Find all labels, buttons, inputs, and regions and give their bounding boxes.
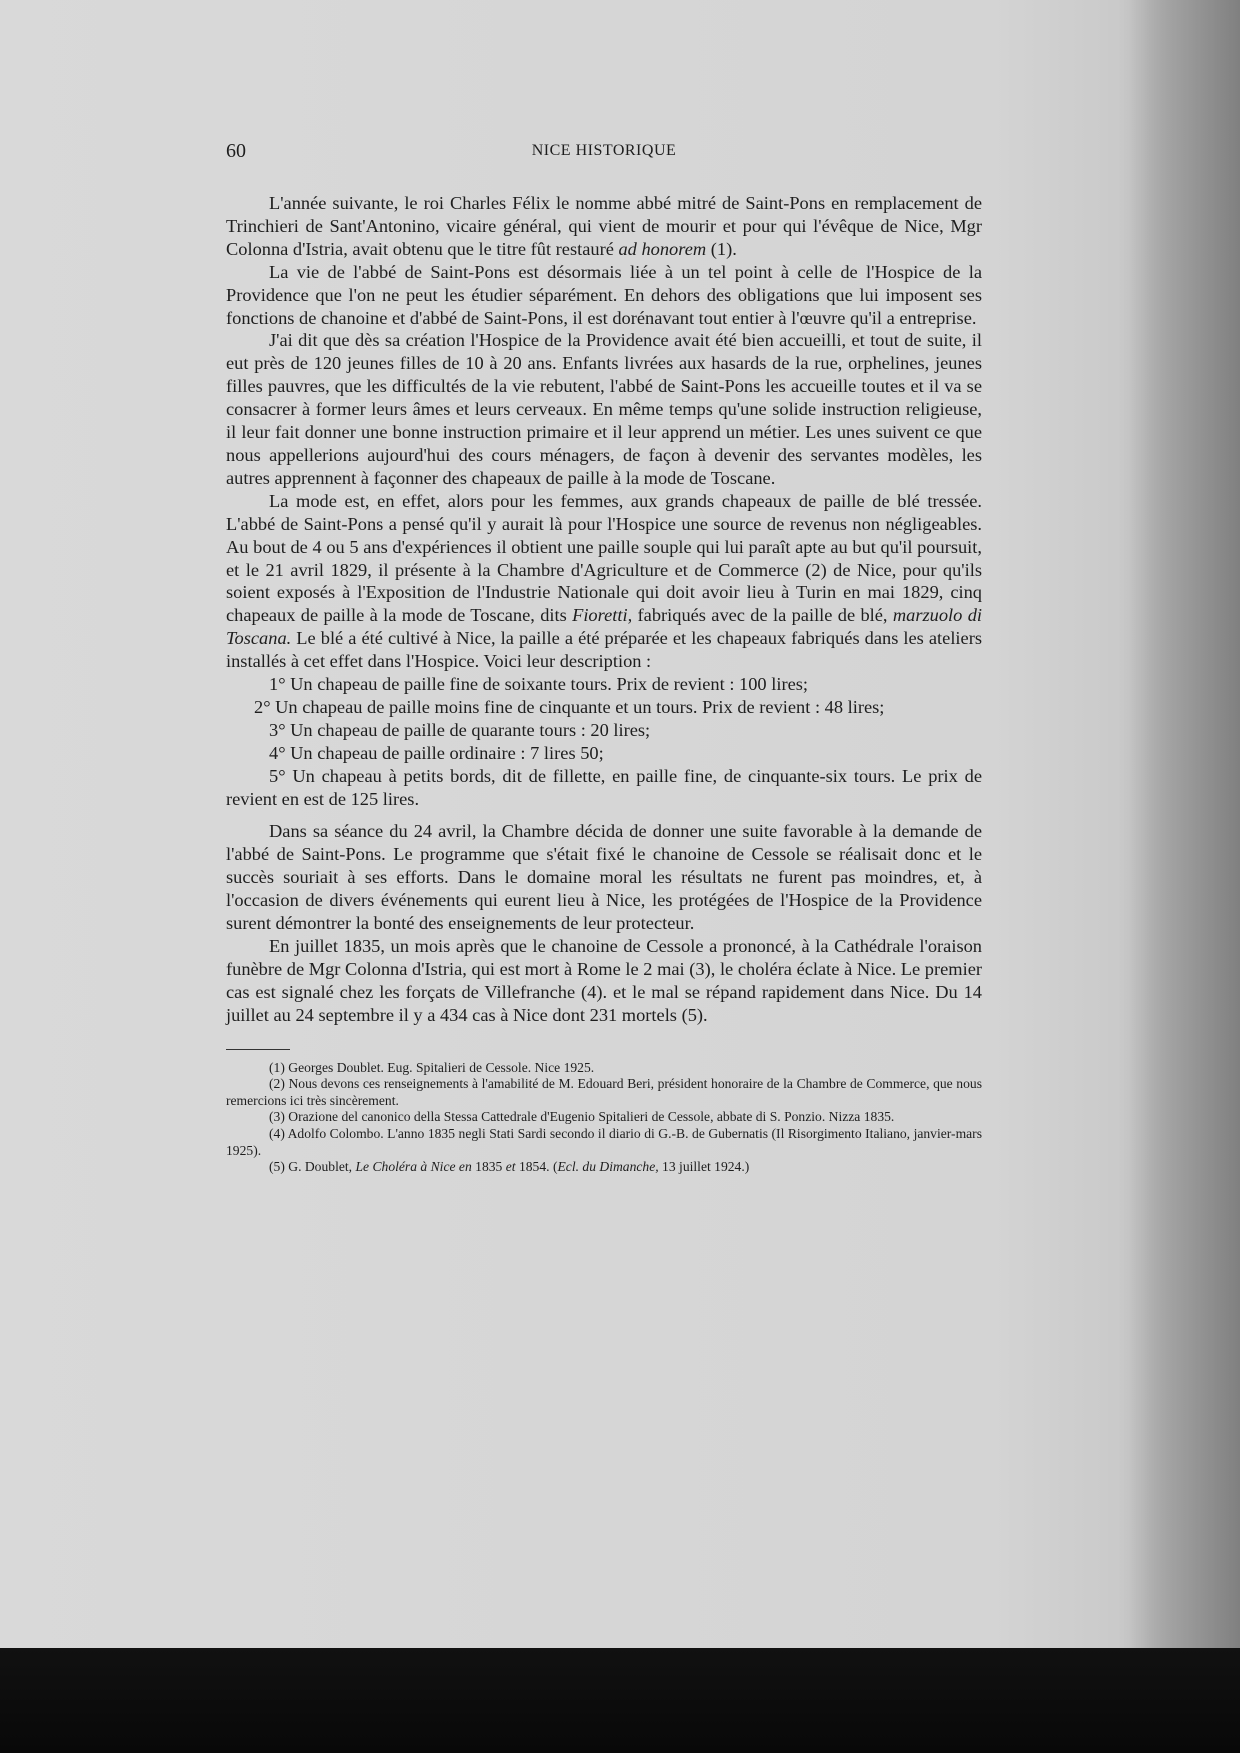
list-item: 5° Un chapeau à petits bords, dit de fillette, en paille fine, de cinquante-six tours. Le prix de revient en est de 125 lires. <box>226 765 982 809</box>
body-text <box>226 192 982 1027</box>
italic-text: Ecl. du Dimanche, <box>557 1159 659 1175</box>
italic-text: ad honorem <box>618 238 707 259</box>
paragraph <box>226 192 982 261</box>
italic-text: Le Choléra à Nice en <box>355 1159 472 1175</box>
list-item: 1° Un chapeau de paille fine de soixante tours. Prix de revient : 100 lires; <box>269 674 808 695</box>
footnote-divider <box>226 1049 290 1050</box>
text-run: fabriqués avec de la paille de blé, <box>632 605 893 626</box>
italic-text: et <box>505 1159 516 1175</box>
page-number: 60 <box>226 140 246 162</box>
footnote: (3) Orazione del canonico della Stessa Cattedrale d'Eugenio Spitalieri de Cessole, abbate di S. Ponzio. Nizza 1835. <box>269 1109 895 1125</box>
text-run: La mode est, en effet, alors pour les femmes, aux grands chapeaux de paille de blé tressée. L'abbé de Saint-Pons a pensé qu'il y aurait là pour l'Hospice une source de revenus non négligeables. Au bout de 4 ou 5 ans d'expériences il obtient une paille souple qui lui paraît apte au but qu'il poursuit, et le 21 avril 1829, il présente à la Chambre d'Agriculture et de Commerce (2) de Nice, pour qu'ils soient exposés à l'Exposition de l'Industrie Nationale qui doit avoir lieu à Turin en mai 1829, cinq chapeaux de paille à la mode de Toscane, dits <box>226 490 982 626</box>
text-run: 13 juillet 1924.) <box>658 1159 750 1175</box>
list-item: 3° Un chapeau de paille de quarante tours : 20 lires; <box>269 719 651 740</box>
footnote <box>226 1159 982 1176</box>
paragraph: Dans sa séance du 24 avril, la Chambre décida de donner une suite favorable à la demande de l'abbé de Saint-Pons. Le programme que s'était fixé le chanoine de Cessole se réalisait donc et le succès souriait à ses efforts. Dans le domaine moral les résultats ne furent pas moindres, et, à l'occasion de divers événements qui eurent lieu à Nice, les protégées de l'Hospice de la Providence surent démontrer la bonté des enseignements de leur protecteur. <box>226 821 982 934</box>
text-run: (5) G. Doublet, <box>269 1159 356 1175</box>
list-item: 4° Un chapeau de paille ordinaire : 7 lires 50; <box>269 742 604 763</box>
paragraph: En juillet 1835, un mois après que le chanoine de Cessole a prononcé, à la Cathédrale l'oraison funèbre de Mgr Colonna d'Istria, qui est mort à Rome le 2 mai (3), le choléra éclate à Nice. Le premier cas est signalé chez les forçats de Villefranche (4). et le mal se répand rapidement dans Nice. Du 14 juillet au 24 septembre il y a 434 cas à Nice dont 231 mortels (5). <box>226 936 982 1025</box>
text-run: L'année suivante, le roi Charles Félix le nomme abbé mitré de Saint-Pons en remplacement de Trinchieri de Sant'Antonino, vicaire général, qui vient de mourir et pour qui l'évêque de Nice, Mgr Colonna d'Istria, avait obtenu que le titre fût restauré <box>226 193 982 259</box>
footnote: (1) Georges Doublet. Eug. Spitalieri de Cessole. Nice 1925. <box>269 1059 595 1075</box>
paragraph: La vie de l'abbé de Saint-Pons est désormais liée à un tel point à celle de l'Hospice de la Providence que l'on ne peut les étudier séparément. En dehors des obligations que lui imposent ses fonctions de chanoine et d'abbé de Saint-Pons, il est dorénavant tout entier à l'œuvre qu'il a entreprise. <box>226 261 982 328</box>
running-head <box>226 140 982 170</box>
paragraph <box>226 490 982 673</box>
scanner-bottom-border <box>0 1648 1240 1753</box>
footnote: (2) Nous devons ces renseignements à l'amabilité de M. Edouard Beri, président honoraire de la Chambre de Commerce, que nous remercions ici très sincèrement. <box>226 1076 982 1108</box>
list-item: 2° Un chapeau de paille moins fine de cinquante et un tours. Prix de revient : 48 lires; <box>254 696 885 717</box>
text-run: Le blé a été cultivé à Nice, la paille a été préparée et les chapeaux fabriqués dans les ateliers installés à cet effet dans l'Hospice. Voici leur description : <box>226 628 982 672</box>
page-edge-shadow <box>1118 0 1240 1650</box>
italic-text: Fioretti, <box>572 605 633 626</box>
text-run: 1854. ( <box>515 1159 558 1175</box>
text-run: 1835 <box>471 1159 506 1175</box>
italic-text: marzuolo di Toscana. <box>226 605 982 649</box>
book-page <box>226 140 982 1176</box>
footnote: (4) Adolfo Colombo. L'anno 1835 negli Stati Sardi secondo il diario di G.-B. de Gubernatis (Il Risorgimento Italiano, janvier-mars 1925). <box>226 1126 982 1158</box>
footnotes <box>226 1060 982 1176</box>
journal-title: NICE HISTORIQUE <box>531 142 677 159</box>
paragraph: J'ai dit que dès sa création l'Hospice de la Providence avait été bien accueilli, et tout de suite, il eut près de 120 jeunes filles de 10 à 20 ans. Enfants livrées aux hasards de la rue, orphelines, jeunes filles pauvres, que les difficultés de la vie rebutent, l'abbé de Saint-Pons les accueille toutes et il va se consacrer à former leurs âmes et leurs cerveaux. En même temps qu'une solide instruction religieuse, il leur fait donner une bonne instruction primaire et il leur apprend un métier. Les unes suivent ce que nous appellerions aujourd'hui des cours ménagers, de façon à devenir des servantes modèles, les autres apprennent à façonner des chapeaux de paille à la mode de Toscane. <box>226 330 982 488</box>
text-run: (1). <box>706 238 737 259</box>
